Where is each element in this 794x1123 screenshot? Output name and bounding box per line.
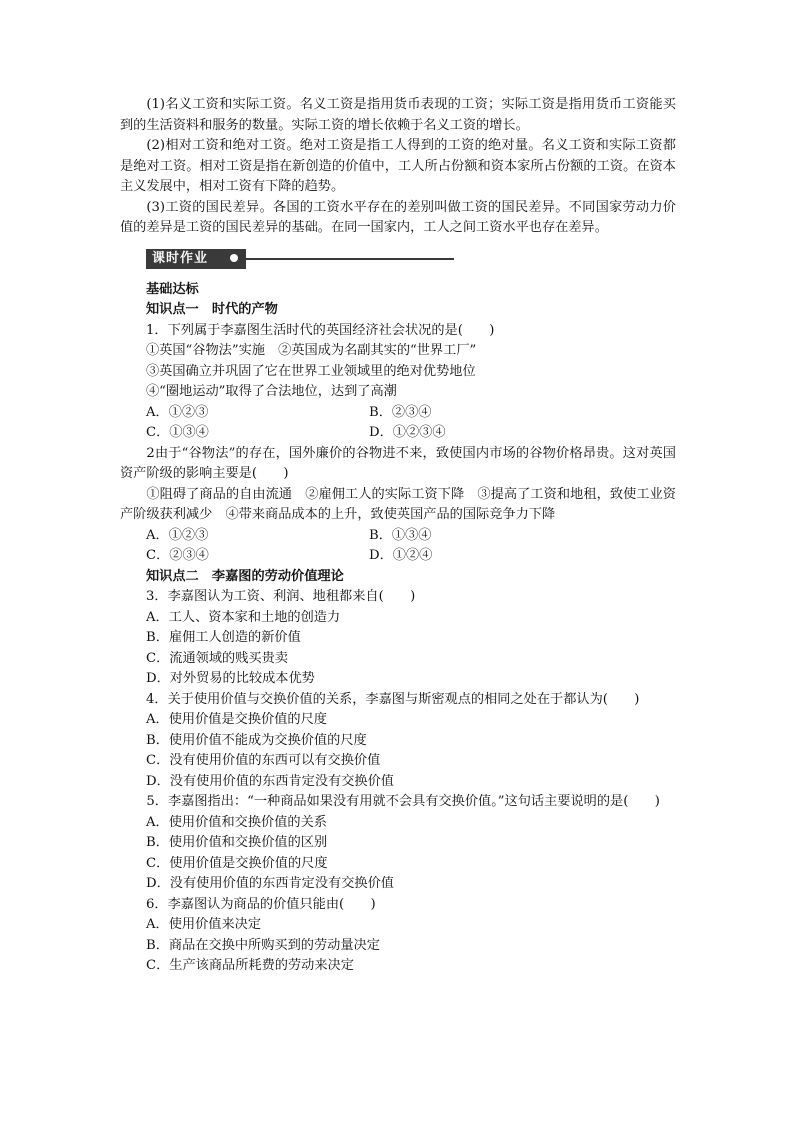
question-1-option-c[interactable]: C．①③④ <box>146 425 209 440</box>
document-page <box>120 95 676 977</box>
question-2-body: ①阻碍了商品的自由流通 ②雇佣工人的实际工资下降 ③提高了工资和地租，致使工业资产阶级获利减少 ④带来商品成本的上升，致使英国产品的国际竞争力下降 <box>120 486 676 522</box>
knowledge-point-1-title: 知识点一 时代的产物 <box>146 302 278 317</box>
question-4-option-a[interactable]: A．使用价值是交换价值的尺度 <box>146 712 327 727</box>
knowledge-point-2-title: 知识点二 李嘉图的劳动价值理论 <box>146 568 344 584</box>
question-1-item-3: ④“圈地运动”取得了合法地位，达到了高潮 <box>146 384 397 399</box>
question-2 <box>120 444 676 567</box>
question-3-option-d[interactable]: D．对外贸易的比较成本优势 <box>146 671 315 686</box>
question-6-stem: 6．李嘉图认为商品的价值只能由( ) <box>146 896 376 912</box>
question-4-option-c[interactable]: C．没有使用价值的东西可以有交换价值 <box>146 753 381 768</box>
question-2-option-d[interactable]: D．①②④ <box>369 548 433 563</box>
question-4 <box>120 690 676 793</box>
question-5-option-a[interactable]: A．使用价值和交换价值的关系 <box>146 814 327 830</box>
question-1-item-1: ①英国“谷物法”实施 ②英国成为名副其实的“世界工厂” <box>146 343 477 358</box>
question-5-stem: 5．李嘉图指出：“一种商品如果没有用就不会具有交换价值。”这句话主要说明的是( ) <box>146 794 660 809</box>
question-4-option-d[interactable]: D．没有使用价值的东西肯定没有交换价值 <box>146 773 394 789</box>
question-1-option-d[interactable]: D．①②③④ <box>369 425 446 440</box>
question-1-item-2: ③英国确立并巩固了它在世界工业领域里的绝对优势地位 <box>146 363 476 379</box>
question-4-stem: 4．关于使用价值与交换价值的关系，李嘉图与斯密观点的相同之处在于都认为( ) <box>146 691 640 707</box>
question-1-option-a[interactable]: A．①②③ <box>146 404 209 420</box>
question-2-options-row-2 <box>120 546 676 567</box>
question-1 <box>120 321 676 444</box>
question-5-option-b[interactable]: B．使用价值和交换价值的区别 <box>146 835 328 850</box>
question-2-stem: 2由于“谷物法”的存在，国外廉价的谷物进不来，致使国内市场的谷物价格昂贵。这对英国资产阶级的影响主要是( ) <box>120 445 676 481</box>
question-1-option-b[interactable]: B．②③④ <box>369 404 432 420</box>
banner-rule <box>246 258 454 260</box>
question-6-option-a[interactable]: A．使用价值来决定 <box>146 917 262 932</box>
intro-paragraph-3: (3)工资的国民差异。各国的工资水平存在的差别叫做工资的国民差异。不同国家劳动力价值的差异是工资的国民差异的基础。在同一国家内，工人之间工资水平也存在差异。 <box>120 199 676 235</box>
question-4-option-b[interactable]: B．使用价值不能成为交换价值的尺度 <box>146 732 367 748</box>
question-5 <box>120 792 676 895</box>
intro-paragraph-1: (1)名义工资和实际工资。名义工资是指用货币表现的工资；实际工资是指用货币工资能买到的生活资料和服务的数量。实际工资的增长依赖于名义工资的增长。 <box>120 97 676 133</box>
banner-label: 课时作业 <box>152 250 209 266</box>
question-1-stem: 1．下列属于李嘉图生活时代的英国经济社会状况的是( ) <box>146 322 495 338</box>
question-6-option-c[interactable]: C．生产该商品所耗费的劳动来决定 <box>146 958 354 973</box>
question-6-option-b[interactable]: B．商品在交换中所购买到的劳动量决定 <box>146 937 380 953</box>
question-3-option-c[interactable]: C．流通领域的贱买贵卖 <box>146 650 288 666</box>
question-2-option-c[interactable]: C．②③④ <box>146 548 209 563</box>
banner-dot-icon <box>230 254 238 262</box>
question-3-option-a[interactable]: A．工人、资本家和土地的创造力 <box>146 609 341 625</box>
question-1-options-row-2 <box>120 423 676 444</box>
question-2-option-a[interactable]: A．①②③ <box>146 527 209 543</box>
question-2-options-row-1 <box>120 526 676 547</box>
question-1-options-row-1 <box>120 403 676 424</box>
question-5-option-c[interactable]: C．使用价值是交换价值的尺度 <box>146 855 328 871</box>
question-2-option-b[interactable]: B．①③④ <box>369 527 432 543</box>
question-5-option-d[interactable]: D．没有使用价值的东西肯定没有交换价值 <box>146 876 394 891</box>
intro-paragraph-2: (2)相对工资和绝对工资。绝对工资是指工人得到的工资的绝对量。名义工资和实际工资都是绝对工资。相对工资是指在新创造的价值中，工人所占份额和资本家所占份额的工资。在资本主义发展中，相对工资有下降的趋势。 <box>120 138 676 194</box>
section-banner <box>120 247 676 271</box>
question-6 <box>120 895 676 977</box>
question-3 <box>120 587 676 690</box>
section-title: 基础达标 <box>146 281 199 297</box>
question-3-option-b[interactable]: B．雇佣工人创造的新价值 <box>146 630 301 645</box>
question-3-stem: 3．李嘉图认为工资、利润、地租都来自( ) <box>146 589 416 604</box>
